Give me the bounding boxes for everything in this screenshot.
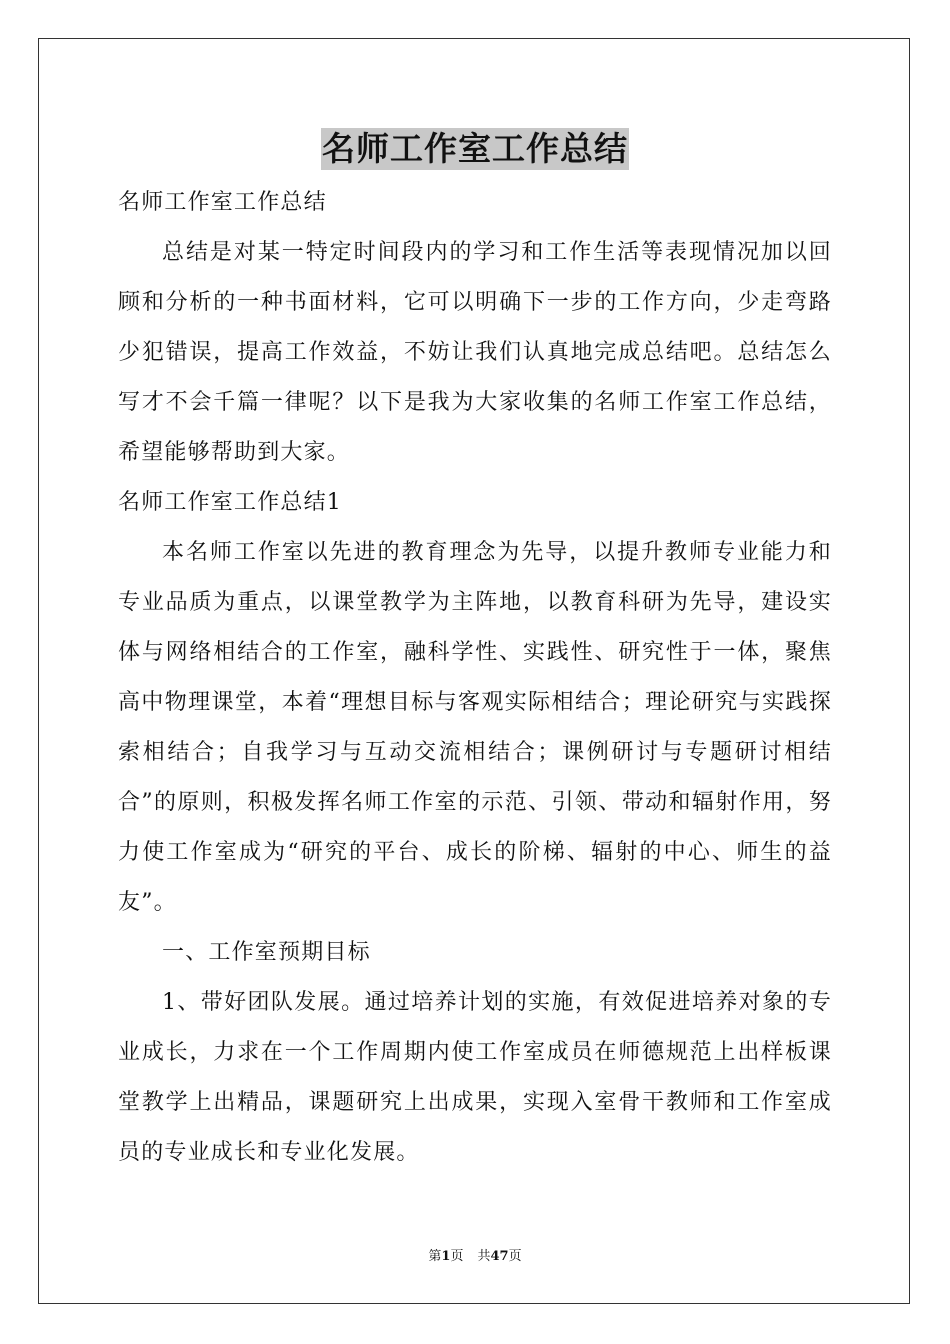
- total-prefix: 共: [477, 1249, 491, 1264]
- total-suffix: 页: [508, 1249, 522, 1264]
- document-title: 名师工作室工作总结: [322, 129, 628, 168]
- document-body: [118, 178, 832, 1178]
- paragraph: 名师工作室工作总结1: [118, 490, 342, 515]
- page-number: 1: [441, 1249, 451, 1264]
- paragraph: 1、带好团队发展。通过培养计划的实施，有效促进培养对象的专业成长，力求在一个工作周期内使工作室成员在师德规范上出样板课堂教学上出精品，课题研究上出成果，实现入室骨干教师和工作室成员的专业成长和专业化发展。: [118, 990, 832, 1165]
- section-heading: 一、工作室预期目标: [162, 940, 371, 965]
- page-prefix: 第: [428, 1249, 442, 1264]
- paragraph: 名师工作室工作总结: [118, 190, 327, 215]
- paragraph: 总结是对某一特定时间段内的学习和工作生活等表现情况加以回顾和分析的一种书面材料，它可以明确下一步的工作方向，少走弯路少犯错误，提高工作效益，不妨让我们认真地完成总结吧。总结怎么写才不会千篇一律呢？以下是我为大家收集的名师工作室工作总结，希望能够帮助到大家。: [118, 240, 832, 465]
- page-footer: [0, 1248, 950, 1266]
- title-container: [0, 128, 950, 170]
- page-suffix: 页: [450, 1249, 464, 1264]
- total-pages: 47: [490, 1249, 509, 1264]
- paragraph: 本名师工作室以先进的教育理念为先导，以提升教师专业能力和专业品质为重点，以课堂教学为主阵地，以教育科研为先导，建设实体与网络相结合的工作室，融科学性、实践性、研究性于一体，聚焦高中物理课堂，本着“理想目标与客观实际相结合；理论研究与实践探索相结合；自我学习与互动交流相结合；课例研讨与专题研讨相结合”的原则，积极发挥名师工作室的示范、引领、带动和辐射作用，努力使工作室成为“研究的平台、成长的阶梯、辐射的中心、师生的益友”。: [118, 540, 832, 915]
